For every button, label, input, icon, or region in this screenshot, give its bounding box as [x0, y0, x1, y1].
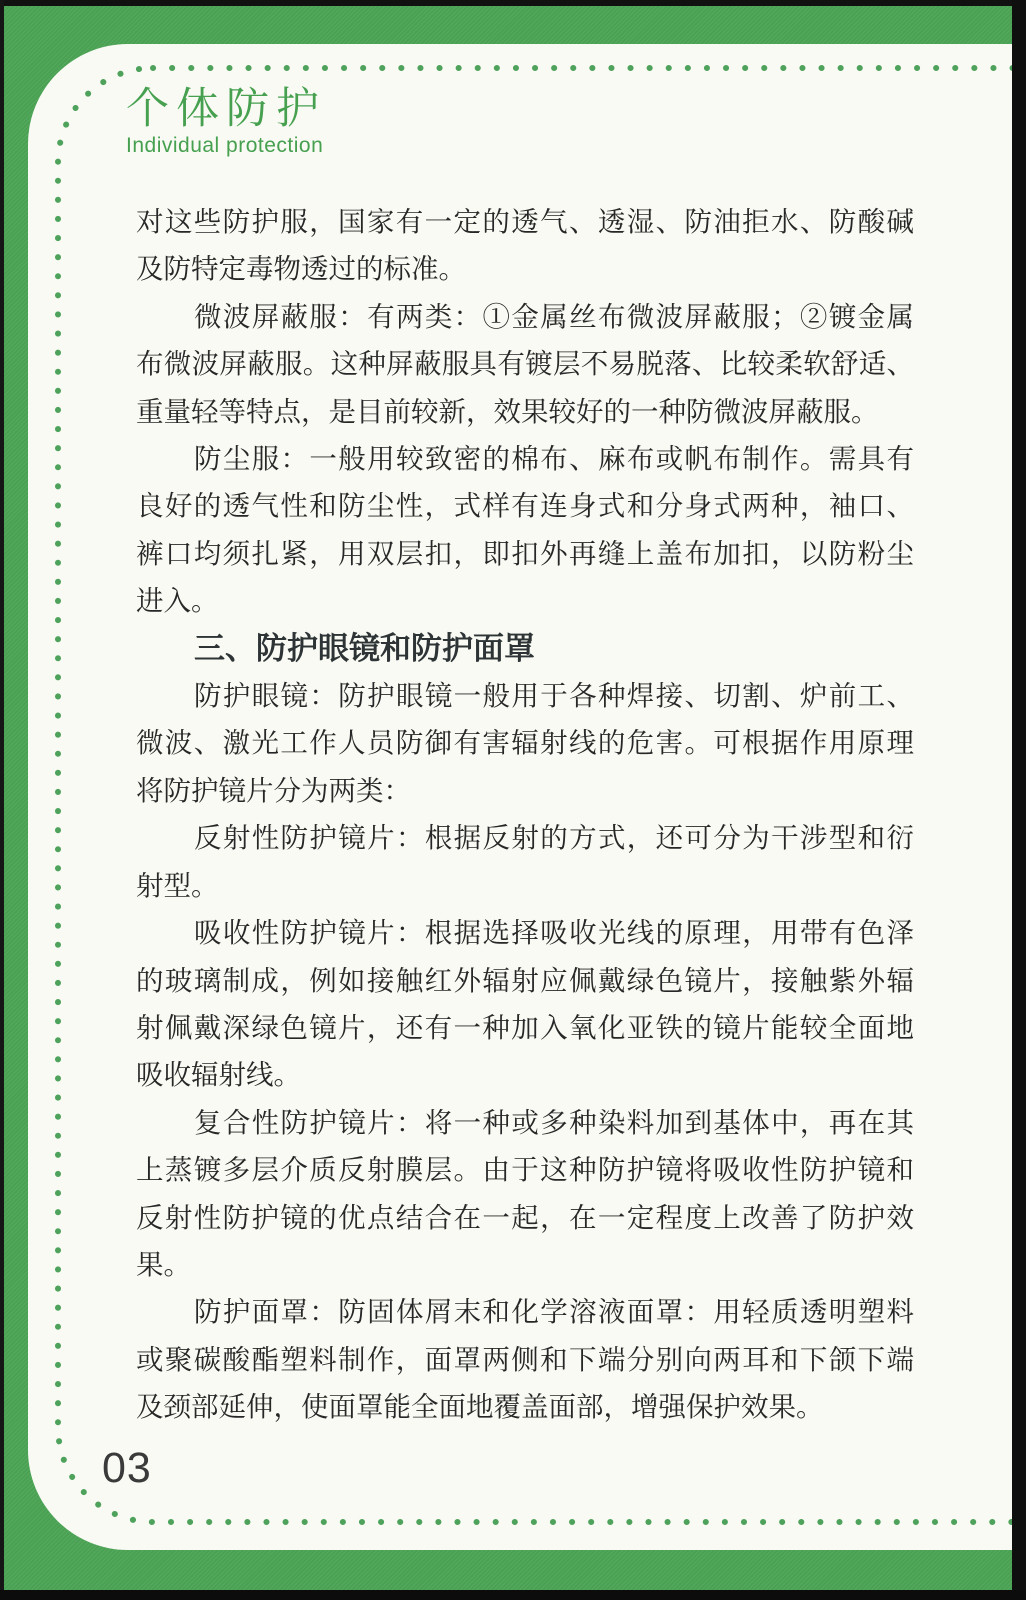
- body-paragraph: [136, 1288, 914, 1430]
- text-line: 及颈部延伸，使面罩能全面地覆盖面部，增强保护效果。: [136, 1391, 824, 1423]
- text-line: 防护眼镜：防护眼镜一般用于各种焊接、切割、炉前工、: [194, 680, 914, 712]
- body-paragraph: [136, 293, 914, 435]
- scan-edge-top: [0, 0, 1026, 6]
- text-line: 上蒸镀多层介质反射膜层。由于这种防护镜将吸收性防护镜和: [136, 1154, 914, 1186]
- body-paragraph: [136, 909, 914, 1099]
- text-line: 的玻璃制成，例如接触红外辐射应佩戴绿色镜片，接触紫外辐: [136, 964, 914, 996]
- text-line: 吸收性防护镜片：根据选择吸收光线的原理，用带有色泽: [194, 917, 914, 949]
- page-number: 03: [102, 1444, 152, 1492]
- scan-edge-bottom: [0, 1590, 1026, 1600]
- text-line: 防护面罩：防固体屑末和化学溶液面罩：用轻质透明塑料: [194, 1296, 914, 1328]
- text-line: 反射性防护镜的优点结合在一起，在一定程度上改善了防护效: [136, 1201, 914, 1233]
- scan-edge-left: [0, 0, 4, 1600]
- text-line: 反射性防护镜片：根据反射的方式，还可分为干涉型和衍: [194, 822, 914, 854]
- body-paragraph: [136, 198, 914, 293]
- text-line: 防尘服：一般用较致密的棉布、麻布或帆布制作。需具有: [194, 443, 914, 475]
- body-paragraph: [136, 672, 914, 814]
- text-line: 布微波屏蔽服。这种屏蔽服具有镀层不易脱落、比较柔软舒适、: [136, 348, 914, 380]
- text-line: 进入。: [136, 585, 219, 617]
- body-paragraph: [136, 435, 914, 625]
- body-text: [136, 198, 914, 1431]
- text-line: 三、防护眼镜和防护面罩: [194, 630, 535, 666]
- text-line: 裤口均须扎紧，用双层扣，即扣外再缝上盖布加扣，以防粉尘: [136, 537, 914, 569]
- page-title: 个体防护: [126, 86, 326, 133]
- text-line: 将防护镜片分为两类：: [136, 774, 411, 806]
- text-line: 射型。: [136, 869, 219, 901]
- text-line: 重量轻等特点，是目前较新，效果较好的一种防微波屏蔽服。: [136, 395, 879, 427]
- page-header: [126, 86, 326, 158]
- text-line: 微波屏蔽服：有两类：①金属丝布微波屏蔽服；②镀金属: [194, 300, 914, 332]
- text-line: 或聚碳酸酯塑料制作，面罩两侧和下端分别向两耳和下颌下端: [136, 1343, 914, 1375]
- body-paragraph: [136, 814, 914, 909]
- section-heading: [136, 625, 914, 672]
- text-line: 良好的透气性和防尘性，式样有连身式和分身式两种，袖口、: [136, 490, 914, 522]
- text-line: 及防特定毒物透过的标准。: [136, 253, 466, 285]
- text-line: 对这些防护服，国家有一定的透气、透湿、防油拒水、防酸碱: [136, 206, 914, 237]
- text-line: 果。: [136, 1248, 191, 1280]
- page-subtitle: Individual protection: [126, 134, 324, 158]
- text-line: 复合性防护镜片：将一种或多种染料加到基体中，再在其: [194, 1106, 914, 1138]
- scan-edge-right: [1012, 0, 1026, 1600]
- text-line: 射佩戴深绿色镜片，还有一种加入氧化亚铁的镜片能较全面地: [136, 1011, 914, 1043]
- body-paragraph: [136, 1099, 914, 1289]
- text-line: 微波、激光工作人员防御有害辐射线的危害。可根据作用原理: [136, 727, 914, 759]
- text-line: 吸收辐射线。: [136, 1059, 301, 1091]
